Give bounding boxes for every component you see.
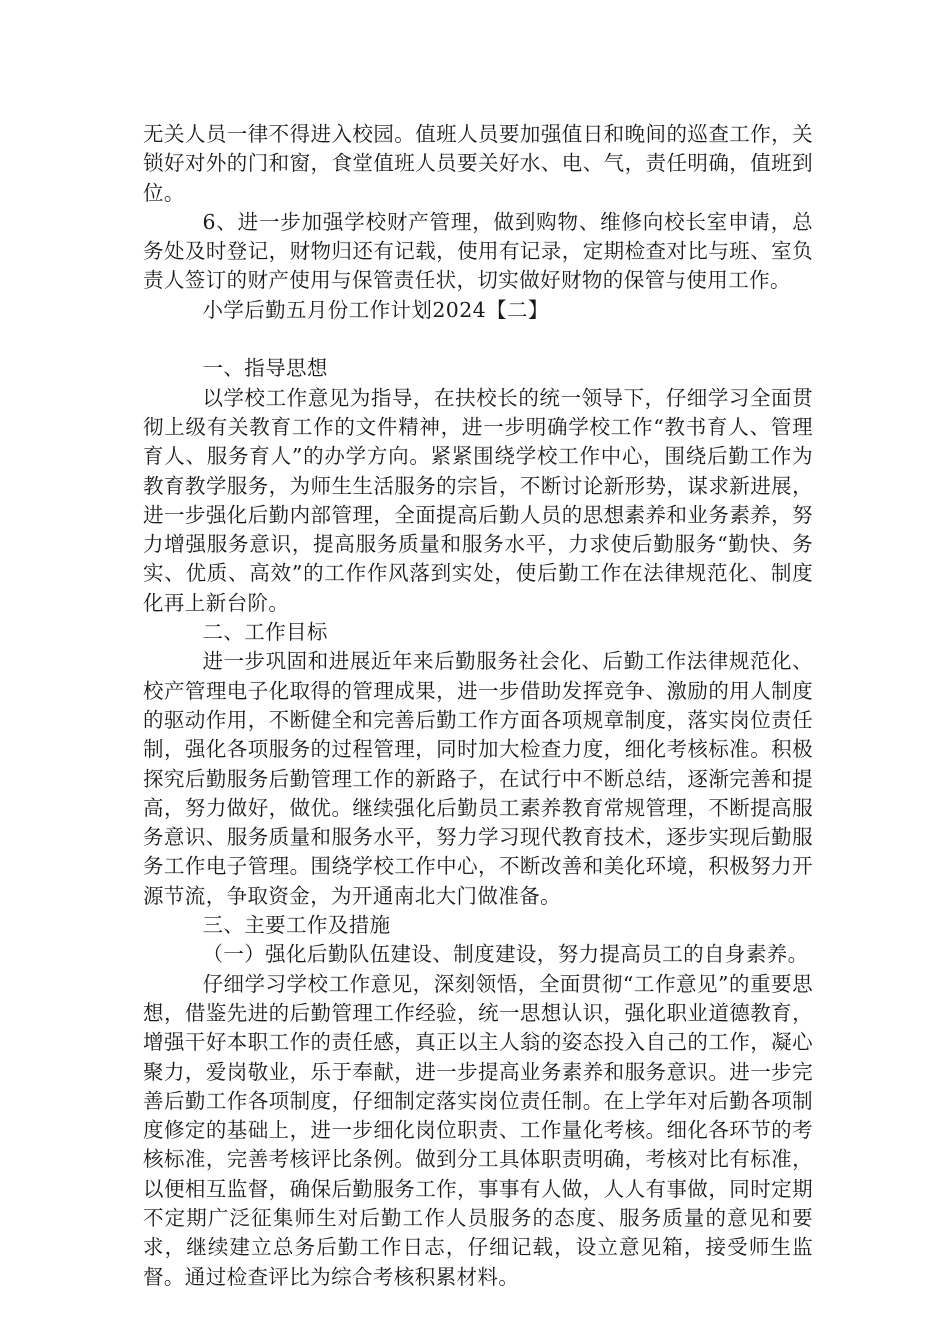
paragraph-continuation: 无关人员一律不得进入校园。值班人员要加强值日和晚间的巡查工作，关锁好对外的门和窗，食堂值班人员要关好水、电、气，责任明确，值班到位。 bbox=[143, 122, 813, 205]
subheading-team-building: （一）强化后勤队伍建设、制度建设，努力提高员工的自身素养。 bbox=[202, 942, 809, 967]
section-title: 小学后勤五月份工作计划2024【二】 bbox=[202, 297, 549, 322]
document-body bbox=[143, 120, 813, 1292]
heading-work-goals: 二、工作目标 bbox=[202, 620, 328, 645]
paragraph-work-goals: 进一步巩固和进展近年来后勤服务社会化、后勤工作法律规范化、校产管理电子化取得的管理成果，进一步借助发挥竞争、激励的用人制度的驱动作用，不断健全和完善后勤工作方面各项规章制度，落实岗位责任制，强化各项服务的过程管理，同时加大检查力度，细化考核标准。积极探究后勤服务后勤管理工作的新路子，在试行中不断总结，逐渐完善和提高，努力做好，做优。继续强化后勤员工素养教育常规管理，不断提高服务意识、服务质量和服务水平，努力学习现代教育技术，逐步实现后勤服务工作电子管理。围绕学校工作中心，不断改善和美化环境，积极努力开源节流，争取资金，为开通南北大门做准备。 bbox=[143, 649, 813, 908]
heading-main-work: 三、主要工作及措施 bbox=[202, 913, 391, 938]
paragraph-team-building: 仔细学习学校工作意见，深刻领悟，全面贯彻“工作意见”的重要思想，借鉴先进的后勤管理工作经验，统一思想认识，强化职业道德教育，增强干好本职工作的责任感，真正以主人翁的姿态投入自己的工作，凝心聚力，爱岗敬业，乐于奉献，进一步提高业务素养和服务意识。进一步完善后勤工作各项制度，仔细制定落实岗位责任制。在上学年对后勤各项制度修定的基础上，进一步细化岗位职责、工作量化考核。细化各环节的考核标准，完善考核评比条例。做到分工具体职责明确，考核对比有标准，以便相互监督，确保后勤服务工作，事事有人做，人人有事做，同时定期不定期广泛征集师生对后勤工作人员服务的态度、服务质量的意见和要求，继续建立总务后勤工作日志，仔细记载，设立意见箱，接受师生监督。通过检查评比为综合考核积累材料。 bbox=[143, 971, 813, 1289]
heading-guiding-ideology: 一、指导思想 bbox=[202, 356, 328, 381]
paragraph-item-6: 6、进一步加强学校财产管理，做到购物、维修向校长室申请，总务处及时登记，财物归还有记载，使用有记录，定期检查对比与班、室负责人签订的财产使用与保管责任状，切实做好财物的保管与使用工作。 bbox=[143, 209, 813, 293]
blank-line bbox=[143, 325, 813, 354]
paragraph-guiding-ideology: 以学校工作意见为指导，在扶校长的统一领导下，仔细学习全面贯彻上级有关教育工作的文件精神，进一步明确学校工作“教书育人、管理育人、服务育人”的办学方向。紧紧围绕学校工作中心，围绕后勤工作为教育教学服务，为师生生活服务的宗旨，不断讨论新形势，谋求新进展，进一步强化后勤内部管理，全面提高后勤人员的思想素养和业务素养，努力增强服务意识，提高服务质量和服务水平，力求使后勤服务“勤快、务实、优质、高效”的工作作风落到实处，使后勤工作在法律规范化、制度化再上新台阶。 bbox=[143, 385, 813, 615]
